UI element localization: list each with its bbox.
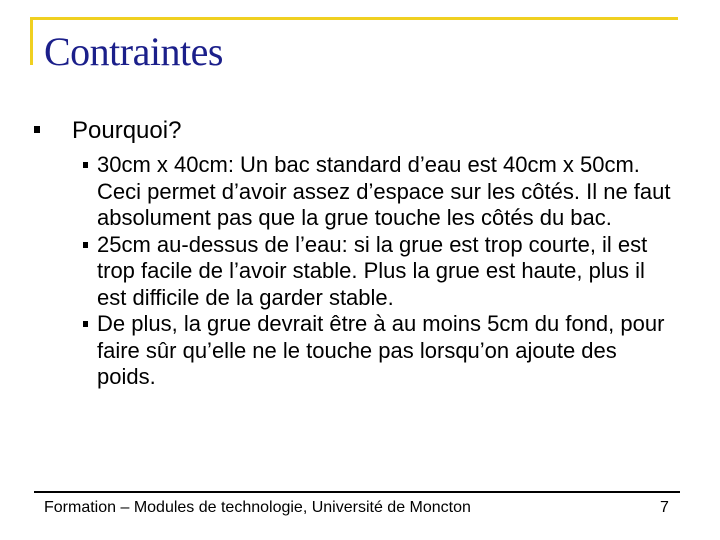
square-bullet-icon bbox=[34, 126, 40, 133]
bullet-level1-text: Pourquoi? bbox=[72, 117, 182, 144]
square-bullet-icon bbox=[83, 242, 88, 248]
sub-bullet-text: 25cm au-dessus de l’eau: si la grue est trop courte, il est trop facile de l’avoir stable. Plus la grue est haute, plus il est difficile de la garder stable. bbox=[97, 231, 648, 310]
page-number: 7 bbox=[660, 499, 669, 516]
sub-bullet-item bbox=[83, 232, 673, 312]
sub-bullet-text: 30cm x 40cm: Un bac standard d’eau est 40cm x 50cm. Ceci permet d’avoir assez d’espace sur les côtés. Il ne faut absolument pas que la grue touche les côtés du bac. bbox=[97, 152, 671, 230]
sub-bullet-item bbox=[83, 311, 673, 391]
accent-bar-horizontal bbox=[30, 17, 678, 20]
accent-bar-vertical bbox=[30, 17, 33, 65]
sub-bullet-list bbox=[83, 152, 673, 391]
sub-bullet-text: De plus, la grue devrait être à au moins 5cm du fond, pour faire sûr qu’elle ne le touche pas lorsqu’on ajoute des poids. bbox=[97, 311, 665, 389]
square-bullet-icon bbox=[83, 162, 88, 168]
slide-title: Contraintes bbox=[44, 29, 223, 74]
square-bullet-icon bbox=[83, 321, 88, 327]
footer-divider bbox=[34, 491, 680, 493]
sub-bullet-item bbox=[83, 152, 673, 232]
footer-text: Formation – Modules de technologie, Université de Moncton bbox=[44, 499, 471, 516]
